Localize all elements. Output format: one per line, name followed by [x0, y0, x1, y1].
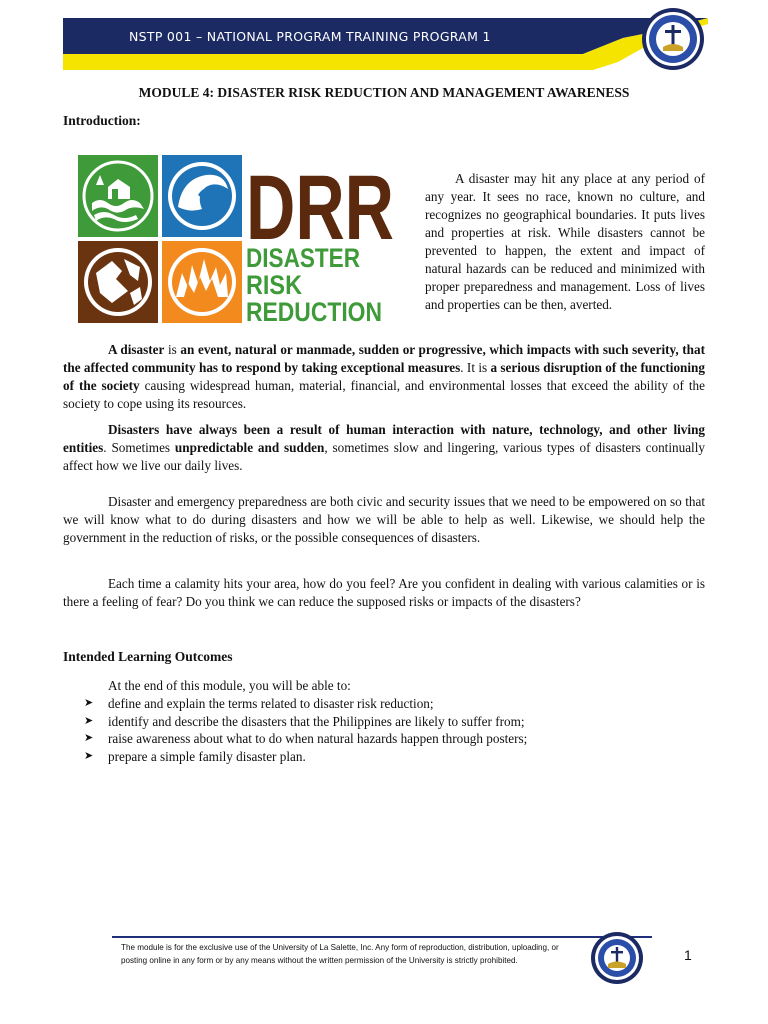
- list-item: [84, 748, 527, 766]
- drr-line2: RISK: [246, 270, 303, 300]
- ilo-intro: At the end of this module, you will be able to:: [108, 678, 351, 693]
- p2-text: , sometimes slow and lingering, various types of disasters continually affect how we live our daily lives.: [63, 440, 705, 473]
- drr-line3: REDUCTION: [246, 297, 382, 325]
- arrow-bullet-icon: ➤: [84, 714, 94, 727]
- ilo-item-text: identify and describe the disasters that the Philippines are likely to suffer from;: [108, 713, 525, 729]
- intro-paragraph: A disaster may hit any place at any period of any year. It sees no race, known no culture, and recognizes no geographical boundaries. It puts lives and properties at risk. While disasters cannot be prevented to happen, the extent and impact of natural hazards can be reduced and minimized with proper preparedness and management. Loss of lives and properties can be then, averted.: [425, 171, 705, 312]
- ilo-item-text: raise awareness about what to do when natural hazards happen through posters;: [108, 731, 528, 746]
- list-item: [84, 713, 527, 731]
- ilo-item-text: define and explain the terms related to disaster risk reduction;: [108, 696, 434, 711]
- arrow-bullet-icon: ➤: [84, 697, 94, 709]
- disaster-definition-paragraph: [63, 341, 705, 413]
- p2-bold-lead: Disasters have always been a result of human interaction with nature, technology, and other living entities: [63, 422, 705, 455]
- header-title: NSTP 001 – NATIONAL PROGRAM TRAINING PROGRAM 1: [129, 29, 491, 44]
- p1-text: . It is: [460, 360, 491, 375]
- footer-rule: [112, 936, 652, 938]
- p2-bold-unpredictable: unpredictable and sudden: [174, 440, 325, 455]
- drr-big-text: DRR: [246, 157, 394, 259]
- university-seal-icon: [641, 7, 705, 71]
- list-item: [84, 695, 527, 713]
- footer-notice-line: posting online in any form or by any means without the written permission of the University is strictly prohibited.: [121, 956, 518, 965]
- header-band: [63, 18, 708, 70]
- drr-logo: [78, 155, 396, 325]
- p1-bold-disruption: a serious disruption of the functioning of the society: [63, 360, 705, 393]
- introduction-heading: Introduction:: [63, 113, 141, 128]
- ilo-heading: Intended Learning Outcomes: [63, 649, 233, 664]
- list-item: [84, 730, 527, 748]
- footer-notice: [121, 941, 591, 967]
- arrow-bullet-icon: ➤: [84, 732, 94, 744]
- university-seal-footer-icon: [590, 931, 644, 985]
- p1-bold-term: A disaster: [108, 342, 165, 357]
- p1-bold-definition: an event, natural or manmade, sudden or progressive, which impacts with such severity, that the affected community has to respond by taking exceptional measures: [63, 342, 705, 375]
- arrow-bullet-icon: ➤: [84, 749, 94, 762]
- module-title: MODULE 4: DISASTER RISK REDUCTION AND MANAGEMENT AWARENESS: [138, 85, 630, 100]
- reflection-paragraph: Each time a calamity hits your area, how do you feel? Are you confident in dealing with various calamities or is there a feeling of fear? Do you think we can reduce the supposed risks or impacts of the disasters?: [63, 576, 705, 609]
- preparedness-paragraph: Disaster and emergency preparedness are both civic and security issues that we need to be empowered on so that we will know what to do during disasters and how we will be able to help as well. Likewise, we should help the government in the reduction of risks, or the possible consequences of disasters.: [63, 494, 705, 545]
- footer-notice-line: The module is for the exclusive use of the University of La Salette, Inc. Any form of reproduction, distribution, uploading, or: [121, 943, 559, 952]
- p1-text: is: [164, 342, 181, 357]
- ilo-item-text: prepare a simple family disaster plan.: [108, 748, 306, 764]
- header-shape: [63, 18, 708, 70]
- p1-text: causing widespread human, material, financial, and environmental losses that exceed the ability of the society to cope using its resources.: [63, 378, 705, 411]
- ilo-list: [84, 695, 527, 765]
- page-number: 1: [684, 947, 692, 963]
- disasters-interaction-paragraph: [63, 421, 705, 475]
- p2-text: . Sometimes: [103, 440, 175, 455]
- drr-line1: DISASTER: [246, 243, 360, 273]
